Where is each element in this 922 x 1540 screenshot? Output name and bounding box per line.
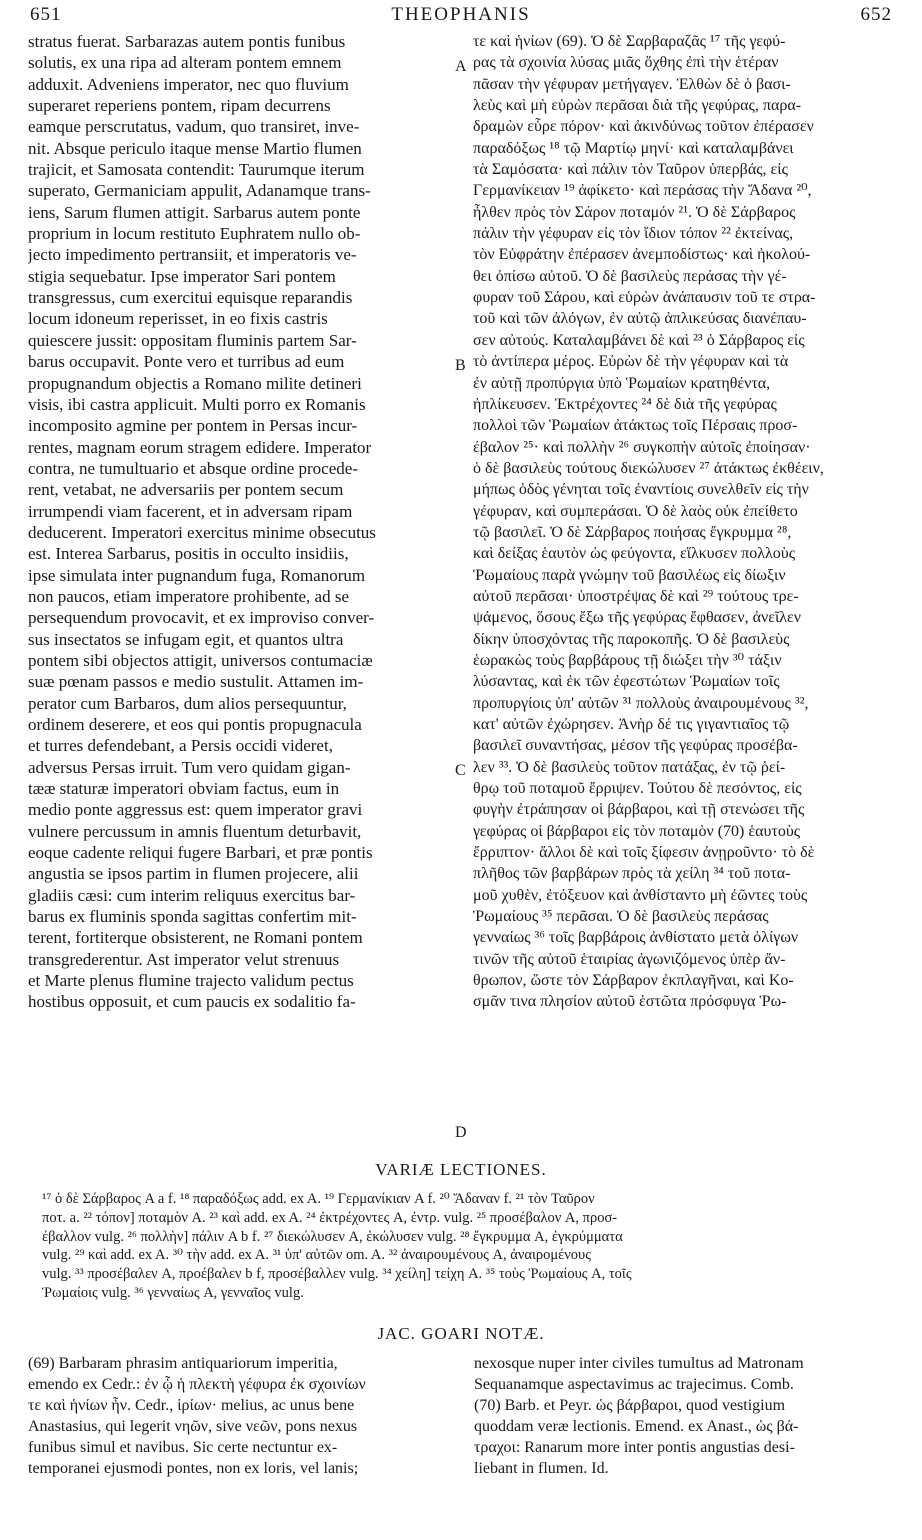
greek-text-line: δραμὼν εὗρε πόρον· καὶ ἀκινδύνως τοῦτον ἐπέρασεν <box>473 118 814 136</box>
greek-text-line: πάλιν τὴν γέφυραν εἰς τὸν ἴδιον τόπον ²² ἐκτείνας, <box>473 225 794 243</box>
note-line: (70) Barb. et Peyr. ὡς βάρβαροι, quod vestigium <box>474 1397 786 1414</box>
variae-lectiones-heading: VARIÆ LECTIONES. <box>375 1160 547 1179</box>
greek-text-line: δίκην ὑποσχόντας τῆς παροκοπῆς. Ὁ δὲ βασιλεὺς <box>473 630 790 648</box>
variae-lectiones-block <box>42 1190 892 1303</box>
latin-text-line: est. Interea Sarbarus, positis in occulto insidiis, <box>28 544 349 564</box>
greek-text-line: ρας τὰ σχοινία λύσας μιᾶς ὄχθης ἐπὶ τὴν ἑτέραν <box>473 54 779 72</box>
greek-text-line: τὸ ἀντίπερα μέρος. Εὑρὼν δὲ τὴν γέφυραν καὶ τὰ <box>473 353 789 371</box>
greek-text-line: Ῥωμαίους ³⁵ περᾶσαι. Ὁ δὲ βασιλεὺς περάσας <box>473 908 769 926</box>
latin-text-line: superato, Germaniciam appulit, Adanamque trans- <box>28 181 371 201</box>
note-line: (69) Barbaram phrasim antiquariorum imperitia, <box>28 1355 338 1372</box>
latin-translation-column <box>28 31 452 1013</box>
variant-reading-line: ¹⁷ ὁ δὲ Σάρβαρος A a f. ¹⁸ παραδόξως add. ex A. ¹⁹ Γερμανίκιαν A f. ²⁰ Ἄδαναν f. ²¹ τὸν Ταῦρον <box>42 1191 595 1207</box>
greek-text-line: φυραν τοῦ Σάρου, καὶ εὑρὼν ἀνάπαυσιν τοῦ τε στρα- <box>473 289 816 307</box>
latin-text-line: solutis, ex una ripa ad alteram pontem emnem <box>28 53 342 73</box>
latin-text-line: superaret reperiens pontem, ripam decurrens <box>28 96 331 116</box>
latin-text-line: vulnere percussum in amnis fluentum deturbavit, <box>28 821 362 841</box>
margin-letter-b: B <box>455 357 466 374</box>
latin-text-line: stratus fuerat. Sarbarazas autem pontis funibus <box>28 32 346 51</box>
greek-text-line: μήπως ὁδὸς γένηται τοῖς ἐναντίοις συνελθεῖν εἰς τὴν <box>473 481 809 499</box>
latin-text-line: irrumpendi viam facerent, et in adversam ripam <box>28 501 353 521</box>
notes-left-column <box>28 1353 450 1479</box>
note-line: liebant in flumen. Id. <box>474 1460 609 1477</box>
latin-text-line: et Marte plenus flumine trajecto validum pectus <box>28 971 354 991</box>
variant-reading-line: ποτ. a. ²² τόπον] ποταμὸν A. ²³ καὶ add. ex A. ²⁴ ἐκτρέχοντες A, ἐντρ. vulg. ²⁵ προσέβαλον A, προσ- <box>42 1209 618 1226</box>
greek-text-line: Ῥωμαίους παρὰ γνώμην τοῦ βασιλέως εἰς δίωξιν <box>473 566 786 584</box>
latin-text-line: contra, ne tumultuario et absque ordine procede- <box>28 458 358 478</box>
notes-right-column <box>474 1353 896 1479</box>
latin-text-line: ipse simulata inter pugnandum fuga, Romanorum <box>28 565 366 585</box>
latin-text-line: iens, Sarum flumen attigit. Sarbarus autem ponte <box>28 202 361 222</box>
latin-text-line: sus insectatos se infugam egit, et quantos ultra <box>28 629 344 649</box>
greek-text-line: φυγὴν ἐτράπησαν οἱ βάρβαροι, καὶ τῇ στενώσει τῆς <box>473 801 805 819</box>
greek-text-line: γεφύρας οἱ βάρβαροι εἰς τὸν ποταμὸν (70) ἑαυτοὺς <box>473 822 801 840</box>
note-line: quoddam veræ lectionis. Emend. ex Anast., ὡς βά- <box>474 1418 799 1435</box>
note-line: nexosque nuper inter civiles tumultus ad Matronam <box>474 1355 804 1372</box>
greek-text-line: θρῳ τοῦ ποταμοῦ ἔρριψεν. Τούτου δὲ πεσόντος, εἰς <box>473 780 802 798</box>
note-line: τε καὶ ἡνίων ἦν. Cedr., ἱρίων· melius, ac unus bene <box>28 1397 355 1414</box>
variant-reading-line: έβαλλον vulg. ²⁶ πολλὴν] πάλιν A b f. ²⁷ διεκώλυσεν A, ἐκώλυσεν vulg. ²⁸ ἔγκρυμμα A, ἐγκρύμματα <box>42 1228 623 1245</box>
latin-text-line: rent, vetabat, ne adversariis per pontem secum <box>28 480 344 500</box>
note-line: emendo ex Cedr.: ἐν ᾧ ἡ πλεκτὴ γέφυρα ἐκ σχοινίων <box>28 1376 366 1393</box>
note-line: τραχοι: Ranarum more inter pontis angustias desi- <box>474 1439 795 1456</box>
latin-text-line: medio ponte aggressus est: quem imperator gravi <box>28 800 363 820</box>
greek-text-column <box>473 31 897 1013</box>
latin-text-line: suæ pœnam passos e medio sustulit. Attamen im- <box>28 672 364 692</box>
greek-text-line: αὐτοῦ περᾶσαι· ὑποστρέψας δὲ καὶ ²⁹ τούτους τρε- <box>473 587 799 605</box>
greek-text-line: κατ' αὐτῶν ἐχώρησεν. Ἀνὴρ δέ τις γιγαντιαῖος τῷ <box>473 716 790 733</box>
greek-text-line: μοῦ χυθὲν, ἐτόξευον καὶ ἀνθίσταντο μὴ ἐῶντες τοὺς <box>473 886 808 904</box>
latin-text-line: rentes, magnam eorum stragem edidere. Imperator <box>28 437 372 457</box>
latin-text-line: incomposito agmine per pontem in Persas incur- <box>28 416 358 436</box>
latin-text-line: persequendum provocavit, et ex improviso conver- <box>28 608 375 628</box>
notae-heading: JAC. GOARI NOTÆ. <box>377 1324 545 1343</box>
latin-text-line: adduxit. Adveniens imperator, nec quo fluvium <box>28 74 349 94</box>
note-line: temporanei ejusmodi pontes, non ex loris, vel lanis; <box>28 1460 359 1477</box>
margin-letter-a: A <box>455 58 467 75</box>
latin-text-line: deducerent. Imperatori exercitus minime obsecutus <box>28 522 376 542</box>
latin-text-line: quiescere jussit: oppositam fluminis partem Sar- <box>28 330 357 350</box>
latin-text-line: eoque cadente reliqui fugere Barbari, et præ pontis <box>28 843 373 863</box>
greek-text-line: προπυργίοις ὑπ' αὐτῶν ³¹ πολλοὺς ἀναιρουμένους ³², <box>473 694 809 712</box>
latin-text-line: hostibus opposuit, et cum paucis ex sodalitio fa- <box>28 992 356 1012</box>
greek-text-line: τε καὶ ἡνίων (69). Ὁ δὲ Σαρβαραζᾶς ¹⁷ τῆς γεφύ- <box>473 33 786 50</box>
margin-letter-d: D <box>455 1124 467 1141</box>
latin-text-line: adversus Persas irruit. Tum vero quidam gigan- <box>28 757 351 777</box>
latin-text-line: locum idoneum reperisset, in eo fixis castris <box>28 309 328 329</box>
latin-text-line: eamque perscrutatus, vadum, quo transiret, inve- <box>28 117 360 137</box>
greek-text-line: ἐν αὐτῇ προπύργια ὑπὸ Ῥωμαίων κρατηθέντα, <box>473 374 771 392</box>
variant-reading-line: vulg. ²⁹ καὶ add. ex A. ³⁰ τὴν add. ex A. ³¹ ὑπ' αὐτῶν om. A. ³² ἀναιρουμένους A, ἀναιρομένους <box>42 1247 591 1264</box>
greek-text-line: τινῶν τῆς αὐτοῦ ἑταιρίας ἀγωνιζόμενος ὑπὲρ ἄν- <box>473 950 786 968</box>
greek-text-line: ψάμενος, ὅσους ἔξω τῆς γεφύρας ἔφθασεν, ἀνεῖλεν <box>473 609 801 627</box>
latin-text-line: barus occupavit. Ponte vero et turribus ad eum <box>28 352 345 372</box>
latin-text-line: angustia se ipsos partim in flumen projecere, alii <box>28 864 359 884</box>
greek-text-line: ὁ δὲ βασιλεὺς τούτους διεκώλυσεν ²⁷ ἀτάκτως ἐκθέειν, <box>473 459 824 477</box>
greek-text-line: πλῆθος τῶν βαρβάρων πρὸς τὰ χείλη ³⁴ τοῦ ποτα- <box>473 865 791 883</box>
latin-text-line: et turres defendebant, a Persis occidi videret, <box>28 736 333 756</box>
greek-text-line: γέφυραν, καὶ συμπεράσαι. Ὁ δὲ λαὸς οὐκ ἐπείθετο <box>473 502 798 520</box>
variant-reading-line: vulg. ³³ προσέβαλεν A, προέβαλεν b f, προσέβαλλεν vulg. ³⁴ χείλη] τείχη A. ³⁵ τοὺς Ῥωμαίους A, τοῖς <box>42 1266 632 1283</box>
note-line: Sequanamque aspectavimus ac trajecimus. Comb. <box>474 1376 794 1393</box>
greek-text-line: θρωπον, ὥστε τὸν Σάρβαρον ἐκπλαγῆναι, καὶ Κο- <box>473 972 794 990</box>
latin-text-line: gladiis cæsi: cum interim reliquus exercitus bar- <box>28 885 356 905</box>
greek-text-line: ἑωρακὼς τοὺς βαρβάρους τῇ διώξει τὴν ³⁰ τάξιν <box>473 651 782 669</box>
greek-text-line: λύσαντας, καὶ ἐκ τῶν ἐφεστώτων Ῥωμαίων τοῖς <box>473 673 780 691</box>
page-number-left: 651 <box>30 4 62 25</box>
latin-text-line: jecto impedimento pertransiit, et imperatoris ve- <box>28 245 357 265</box>
greek-text-line: λεν ³³. Ὁ δὲ βασιλεὺς τοῦτον πατάξας, ἐν τῷ ῥεί- <box>473 758 786 776</box>
page-number-right: 652 <box>860 4 892 25</box>
greek-text-line: θει ὀπίσω αὐτοῦ. Ὁ δὲ βασιλεὺς περάσας τὴν γέ- <box>473 267 787 285</box>
latin-text-line: non paucos, etiam imperatore prohibente, ad se <box>28 586 349 606</box>
latin-text-line: trajicit, et Samosata contendit: Taurumque iterum <box>28 160 365 180</box>
latin-text-line: terent, fortiterque obsisterent, ne Romani pontem <box>28 928 363 948</box>
latin-text-line: proprium in locum restituto Euphratem nullo ob- <box>28 224 361 244</box>
latin-text-line: ordinem deserere, et eos qui pontis propugnacula <box>28 715 362 734</box>
margin-letter-c: C <box>455 762 466 779</box>
greek-text-line: πολλοὶ τῶν Ῥωμαίων ἀτάκτως τοῖς Πέρσαις προσ- <box>473 417 798 435</box>
latin-text-line: transgressus, cum exercitui equisque reparandis <box>28 288 353 308</box>
variant-reading-line: Ῥωμαίοις vulg. ³⁶ γενναίως A, γενναῖος vulg. <box>42 1284 304 1301</box>
latin-text-line: pontem sibi objectos attigit, universos contumaciæ <box>28 650 373 670</box>
greek-text-line: ἠπλίκευσεν. Ἐκτρέχοντες ²⁴ δὲ διὰ τῆς γεφύρας <box>473 395 777 413</box>
greek-text-line: σεν αὐτούς. Καταλαμβάνει δὲ καὶ ²³ ὁ Σάρβαρος εἰς <box>473 331 805 349</box>
greek-text-line: γενναίως ³⁶ τοῖς βαρβάροις ἀνθίστατο μετὰ ὀλίγων <box>473 929 799 947</box>
greek-text-line: βασιλεῖ συναντήσας, μέσον τῆς γεφύρας προσέβα- <box>473 737 798 755</box>
latin-text-line: tææ staturæ imperatori obviam factus, eum in <box>28 779 340 799</box>
latin-text-line: transgrederentur. Ast imperator velut strenuus <box>28 949 340 969</box>
greek-text-line: έβαλον ²⁵· καὶ πολλὴν ²⁶ συγκοπὴν αὐτοῖς ἐποίησαν· <box>473 438 811 456</box>
running-title: THEOPHANIS <box>391 4 531 25</box>
greek-text-line: καὶ δείξας ἑαυτὸν ὡς φεύγοντα, εἵλκυσεν πολλοὺς <box>473 545 796 563</box>
greek-text-line: τῷ βασιλεῖ. Ὁ δὲ Σάρβαρος ποιήσας ἔγκρυμμα ²⁸, <box>473 523 792 541</box>
greek-text-line: πᾶσαν τὴν γέφυραν μετήγαγεν. Ἐλθὼν δὲ ὁ βασι- <box>473 75 791 93</box>
greek-text-line: ἦλθεν πρὸς τὸν Σάρον ποταμόν ²¹. Ὁ δὲ Σάρβαρος <box>473 203 796 221</box>
latin-text-line: nit. Absque periculo itaque mense Martio flumen <box>28 138 362 158</box>
latin-text-line: stigia sequebatur. Ipse imperator Sari pontem <box>28 266 336 286</box>
greek-text-line: σμᾶν τινα πλησίον αὐτοῦ ἑστῶτα πρόσφυγα Ῥω- <box>473 993 787 1011</box>
latin-text-line: visis, ibi castra applicuit. Multi porro ex Romanis <box>28 394 366 414</box>
greek-text-line: λεὺς καὶ μὴ εὑρὼν περᾶσαι διὰ τῆς γεφύρας, παρα- <box>473 97 802 115</box>
greek-text-line: Γερμανίκειαν ¹⁹ ἀφίκετο· καὶ περάσας τὴν Ἄδανα ²⁰, <box>473 182 812 200</box>
greek-text-line: τὰ Σαμόσατα· καὶ πάλιν τὸν Ταῦρον ὑπερβάς, εἰς <box>473 161 788 179</box>
note-line: Anastasius, qui legerit νηῶν, sive νεῶν, pons nexus <box>28 1418 358 1435</box>
greek-text-line: ἔρριπτον· ἄλλοι δὲ καὶ τοῖς ξίφεσιν ἀνῃροῦντο· τὸ δὲ <box>473 844 815 862</box>
latin-text-line: barus ex fluminis sponda sagittas confertim mit- <box>28 907 357 927</box>
latin-text-line: perator cum Barbaros, dum alios persequuntur, <box>28 693 347 713</box>
greek-text-line: τὸν Εὐφράτην ἐπέρασεν ἀνεμποδίστως· καὶ ἠκολού- <box>473 246 811 264</box>
greek-text-line: παραδόξως ¹⁸ τῷ Μαρτίῳ μηνί· καὶ καταλαμβάνει <box>473 139 794 157</box>
greek-text-line: τοῦ καὶ τῶν ἀλόγων, ἐν αὐτῷ ἀπλικεύσας διανέπαυ- <box>473 310 807 328</box>
note-line: funibus simul et navibus. Sic certe nectuntur ex- <box>28 1439 338 1456</box>
latin-text-line: propugnandum objectis a Romano milite detineri <box>28 373 362 393</box>
